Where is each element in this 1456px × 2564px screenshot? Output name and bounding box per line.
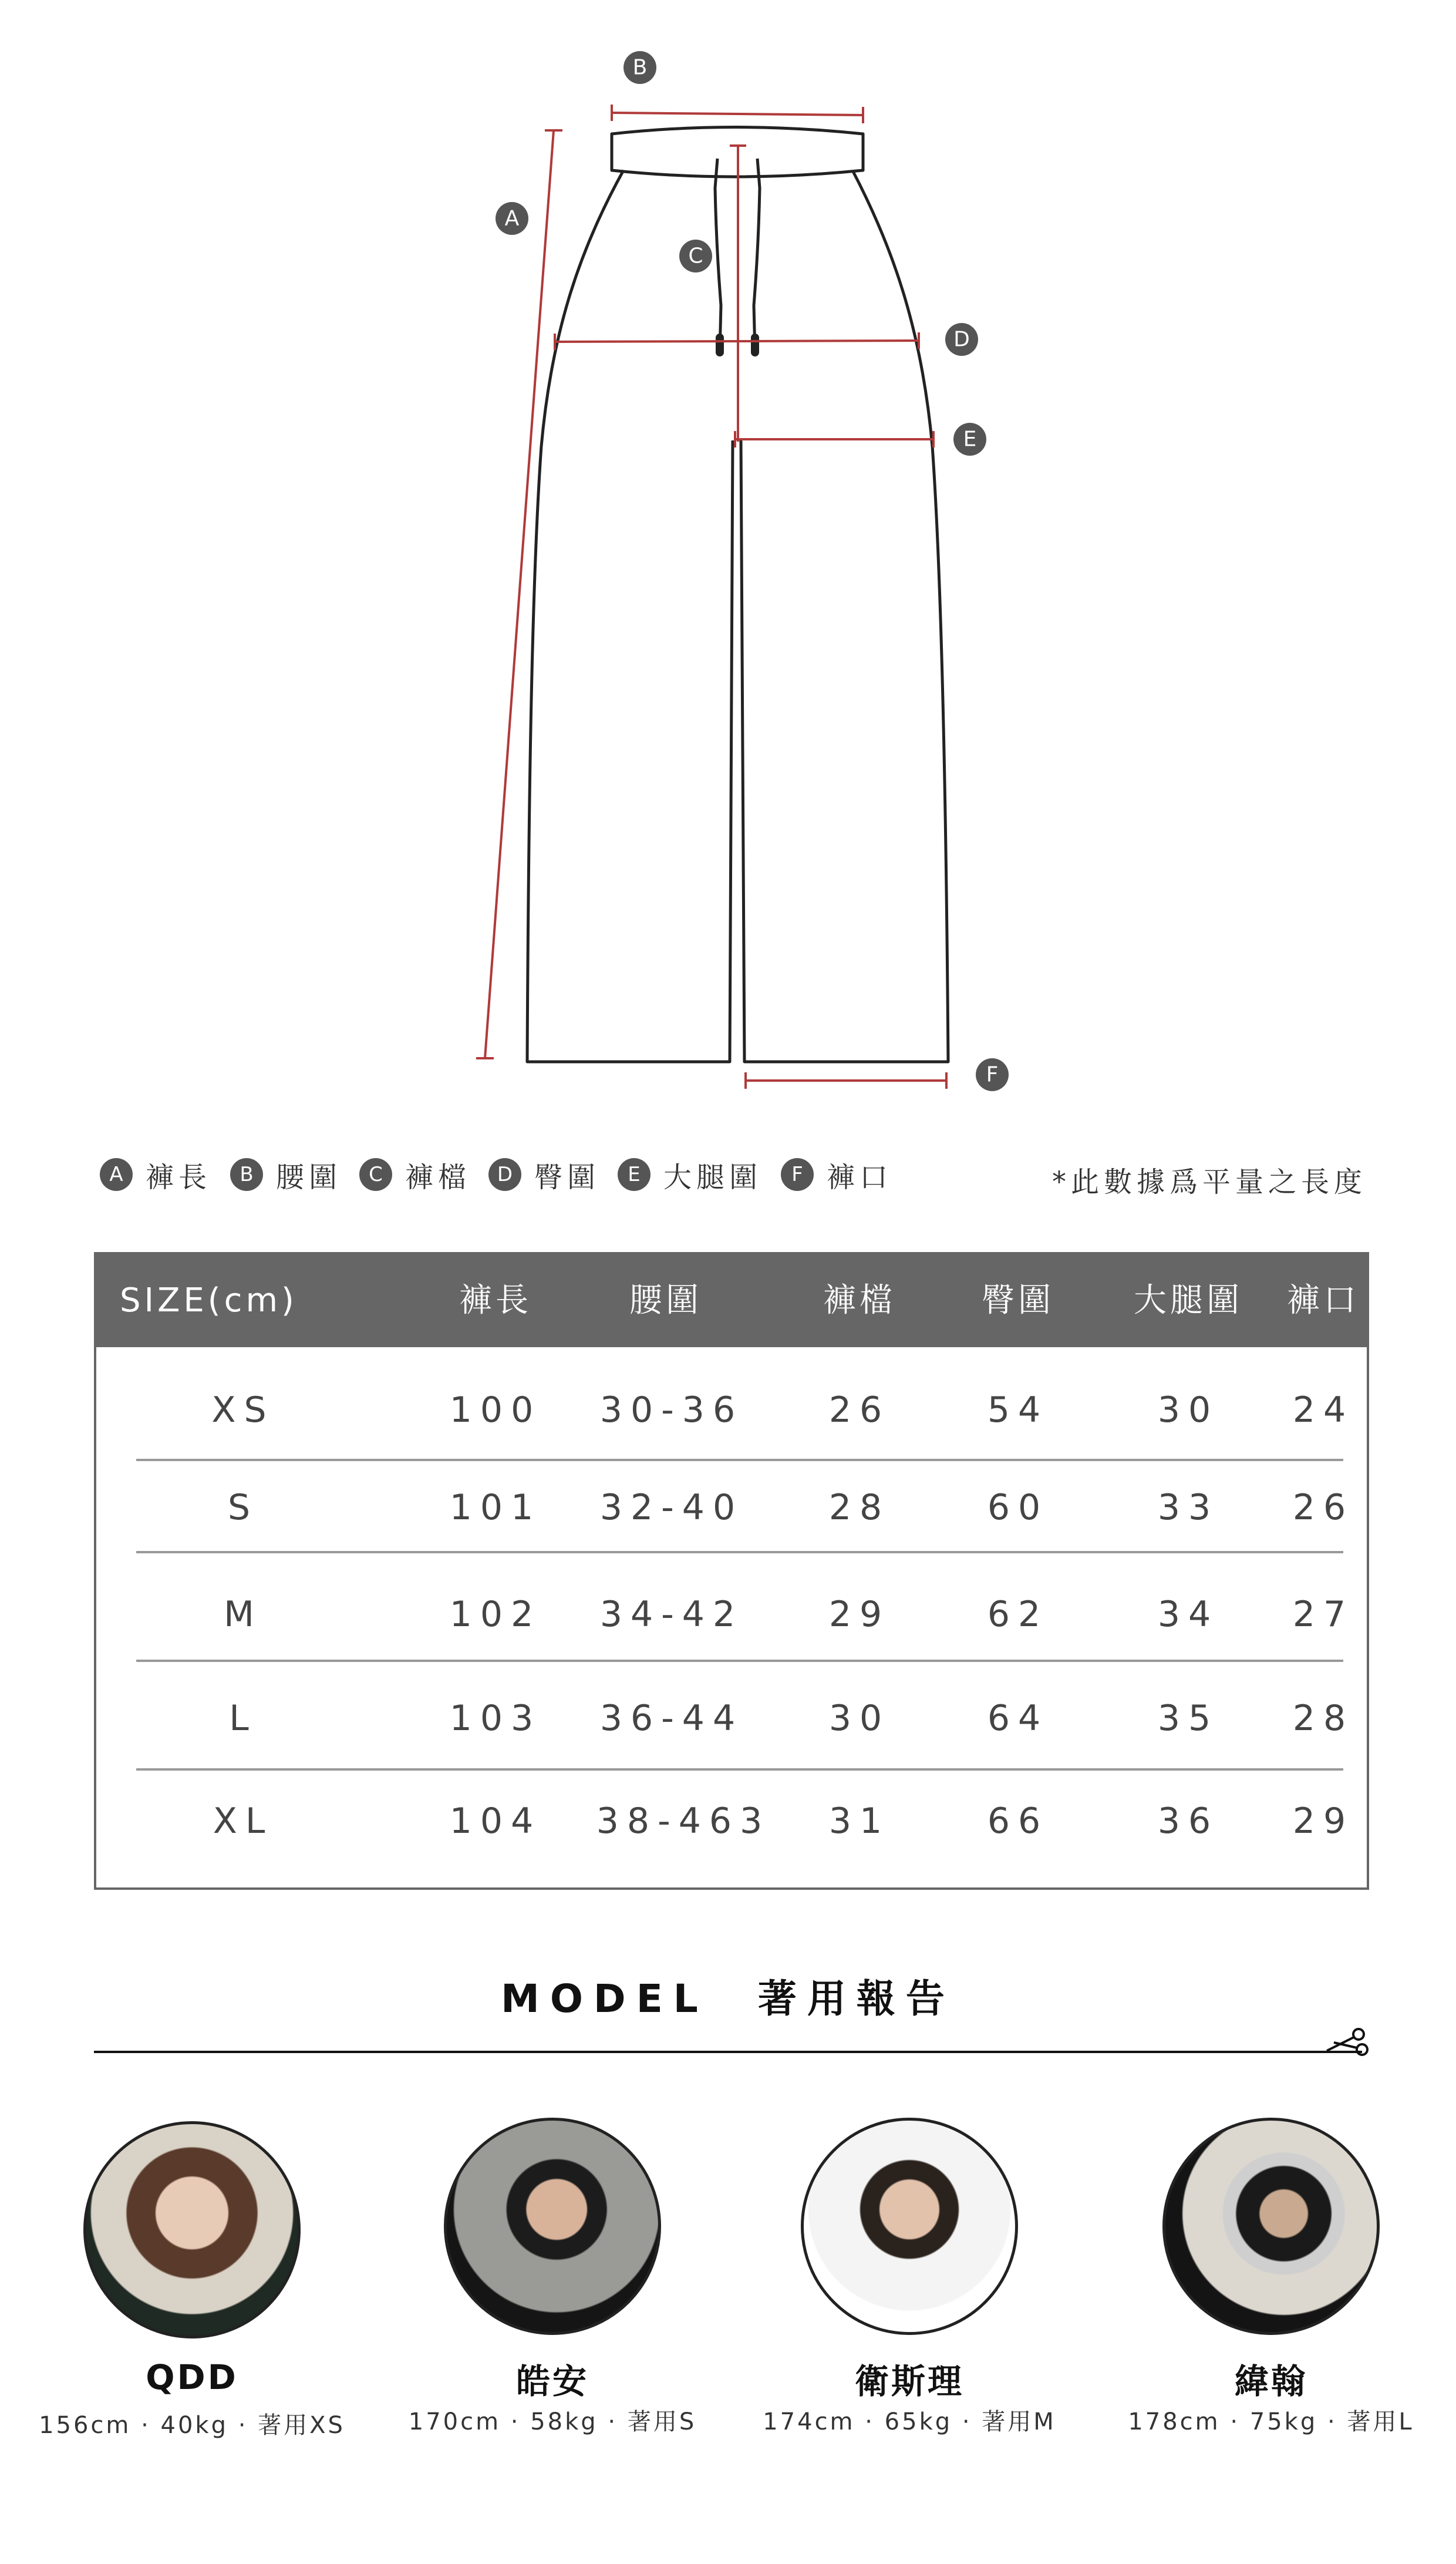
model-name: 衛斯理 bbox=[854, 2361, 964, 2401]
cell-thigh: 35 bbox=[1157, 1698, 1219, 1739]
cell-length: 102 bbox=[449, 1594, 542, 1635]
cell-hip: 66 bbox=[987, 1801, 1049, 1842]
legend-badge: A bbox=[100, 1158, 133, 1191]
pants-measurement-diagram bbox=[0, 0, 1456, 1116]
cell-waist: 38-463 bbox=[596, 1801, 771, 1842]
cell-thigh: 33 bbox=[1157, 1487, 1219, 1528]
cell-thigh: 36 bbox=[1157, 1801, 1219, 1842]
svg-text:C: C bbox=[688, 244, 703, 268]
cell-rise: 28 bbox=[828, 1487, 891, 1528]
model-name: 皓安 bbox=[515, 2361, 589, 2401]
badge-e bbox=[953, 423, 986, 456]
cell-hem: 28 bbox=[1292, 1698, 1354, 1739]
measurement-note: *此數據爲平量之長度 bbox=[1051, 1166, 1367, 1199]
header-length: 褲長 bbox=[459, 1281, 532, 1320]
row-divider bbox=[136, 1768, 1343, 1771]
legend-badge: F bbox=[781, 1158, 814, 1191]
legend-label: 腰圍 bbox=[276, 1160, 342, 1194]
svg-text:B: B bbox=[632, 55, 648, 80]
badge-b bbox=[623, 51, 656, 84]
model-photo-avatar bbox=[444, 2118, 661, 2335]
cell-size: XS bbox=[211, 1389, 275, 1431]
cell-rise: 26 bbox=[828, 1389, 891, 1431]
cell-hem: 27 bbox=[1292, 1594, 1354, 1635]
cell-waist: 34-42 bbox=[599, 1594, 744, 1635]
cell-hem: 29 bbox=[1292, 1801, 1354, 1842]
badge-a bbox=[496, 202, 528, 235]
model-stats: 178cm · 75kg · 著用L bbox=[1128, 2408, 1414, 2435]
section-divider bbox=[94, 2051, 1362, 2053]
model-photo-avatar bbox=[83, 2121, 301, 2338]
badge-d bbox=[945, 323, 978, 356]
header-rise: 褲檔 bbox=[823, 1281, 896, 1320]
model-stats: 174cm · 65kg · 著用M bbox=[763, 2408, 1056, 2435]
legend-badge: D bbox=[488, 1158, 521, 1191]
cell-rise: 30 bbox=[828, 1698, 891, 1739]
legend-label: 臀圍 bbox=[534, 1160, 601, 1194]
legend-label: 褲口 bbox=[827, 1160, 893, 1194]
cell-rise: 29 bbox=[828, 1594, 891, 1635]
row-divider bbox=[136, 1459, 1343, 1461]
row-divider bbox=[136, 1660, 1343, 1662]
legend-label: 褲檔 bbox=[405, 1160, 471, 1194]
legend-item-f bbox=[781, 1156, 892, 1193]
legend-item-b bbox=[230, 1156, 342, 1193]
cell-size: S bbox=[227, 1487, 259, 1528]
size-table bbox=[94, 1252, 1369, 1890]
cell-thigh: 30 bbox=[1157, 1389, 1219, 1431]
badge-f bbox=[976, 1058, 1009, 1091]
svg-text:E: E bbox=[963, 427, 977, 452]
row-divider bbox=[136, 1551, 1343, 1553]
header-hip: 臀圍 bbox=[982, 1281, 1054, 1320]
header-hem: 褲口 bbox=[1287, 1281, 1360, 1320]
legend-item-c bbox=[359, 1156, 471, 1193]
cell-waist: 32-40 bbox=[599, 1487, 744, 1528]
model-photo-avatar bbox=[801, 2118, 1018, 2335]
header-waist: 腰圍 bbox=[629, 1281, 702, 1320]
cell-length: 101 bbox=[449, 1487, 542, 1528]
legend-item-d bbox=[488, 1156, 600, 1193]
legend-badge: B bbox=[230, 1158, 263, 1191]
model-section-title: MODEL 著用報告 bbox=[501, 1976, 955, 2021]
cell-rise: 31 bbox=[828, 1801, 891, 1842]
legend-item-e bbox=[618, 1156, 762, 1193]
legend-item-a bbox=[100, 1156, 211, 1193]
model-stats: 170cm · 58kg · 著用S bbox=[408, 2408, 697, 2435]
cell-waist: 30-36 bbox=[599, 1389, 744, 1431]
cell-size: XL bbox=[213, 1801, 274, 1842]
cell-hip: 60 bbox=[987, 1487, 1049, 1528]
svg-text:F: F bbox=[986, 1062, 999, 1087]
model-photo-avatar bbox=[1162, 2118, 1380, 2335]
svg-text:D: D bbox=[953, 327, 970, 352]
table-header bbox=[96, 1254, 1367, 1347]
cell-length: 100 bbox=[449, 1389, 542, 1431]
svg-text:A: A bbox=[504, 206, 520, 231]
legend-badge: E bbox=[618, 1158, 651, 1191]
cell-hem: 26 bbox=[1292, 1487, 1354, 1528]
legend-label: 大腿圍 bbox=[663, 1160, 763, 1194]
cell-hip: 54 bbox=[987, 1389, 1049, 1431]
cell-size: M bbox=[224, 1594, 262, 1635]
cell-waist: 36-44 bbox=[599, 1698, 744, 1739]
cell-hem: 24 bbox=[1292, 1389, 1354, 1431]
header-thigh: 大腿圍 bbox=[1134, 1281, 1243, 1320]
scissors-icon bbox=[1321, 2020, 1374, 2067]
legend-badge: C bbox=[359, 1158, 392, 1191]
model-stats: 156cm · 40kg · 著用XS bbox=[39, 2412, 345, 2439]
badge-c bbox=[679, 240, 712, 272]
cell-length: 103 bbox=[449, 1698, 542, 1739]
cell-length: 104 bbox=[449, 1801, 542, 1842]
cell-thigh: 34 bbox=[1157, 1594, 1219, 1635]
model-name: QDD bbox=[146, 2357, 238, 2397]
header-size: SIZE(cm) bbox=[120, 1281, 298, 1320]
cell-hip: 62 bbox=[987, 1594, 1049, 1635]
cell-size: L bbox=[229, 1698, 257, 1739]
cell-hip: 64 bbox=[987, 1698, 1049, 1739]
model-name: 緯翰 bbox=[1234, 2361, 1307, 2401]
legend-label: 褲長 bbox=[146, 1160, 212, 1194]
